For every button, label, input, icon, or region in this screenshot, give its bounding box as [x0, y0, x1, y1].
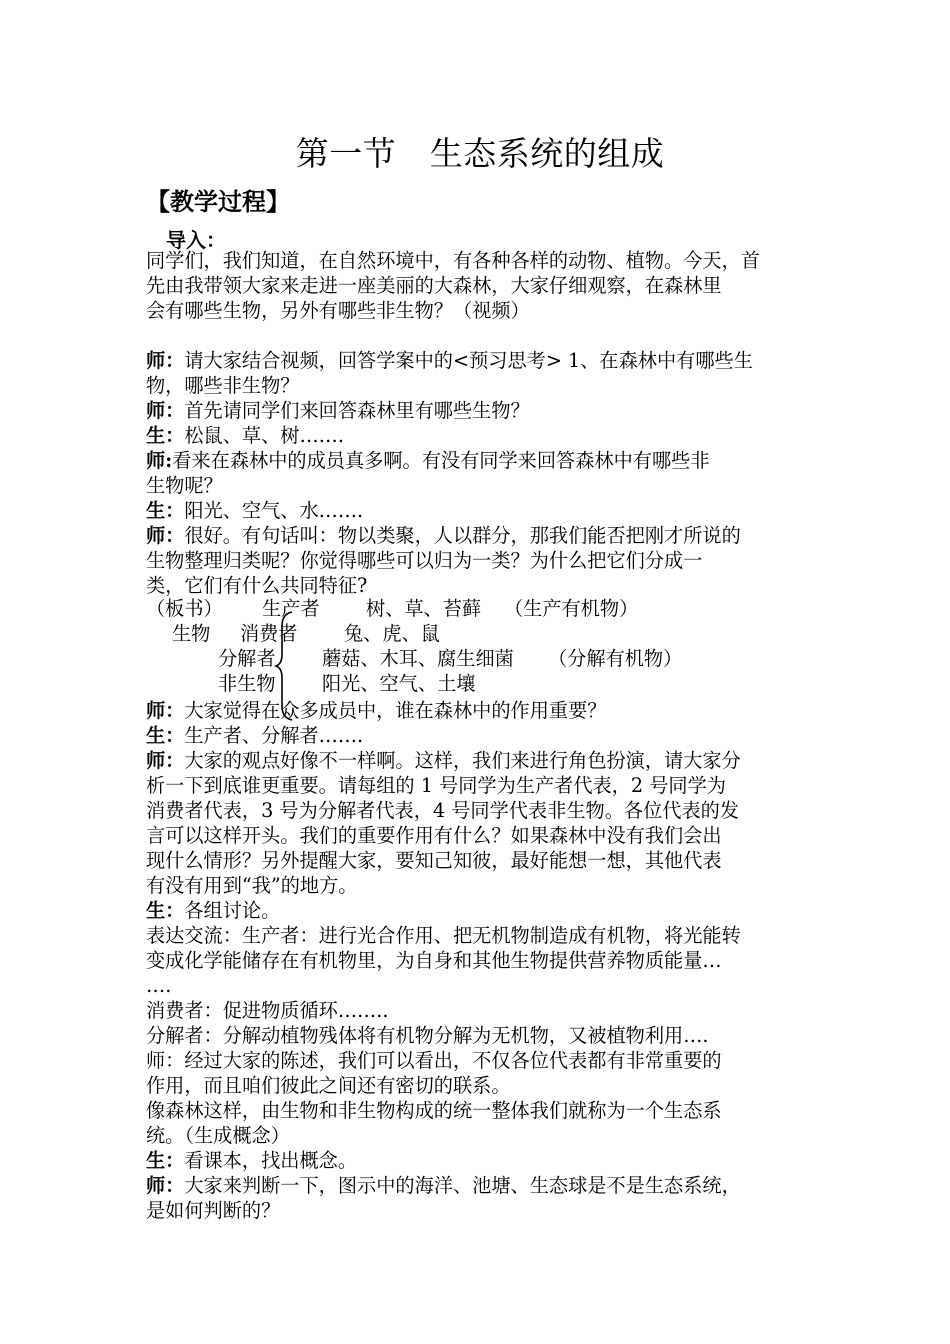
speaker-label: 生： — [146, 724, 185, 747]
dialogue-text: 很好。有句话叫：物以类聚，人以群分，那我们能否把刚才所说的 — [184, 524, 741, 547]
intro-label: 导入： — [166, 228, 226, 252]
dialogue-line: 师：经过大家的陈述，我们可以看出，不仅各位代表都有非常重要的 — [146, 1049, 722, 1072]
speaker-label: 生： — [146, 1149, 185, 1172]
dialogue-line — [146, 523, 810, 548]
board-role: 非生物 — [218, 672, 276, 695]
dialogue-block-2 — [146, 698, 810, 1223]
dialogue-line: 类，它们有什么共同特征? — [146, 574, 368, 597]
speaker-label: 师： — [146, 1174, 185, 1197]
board-items: 阳光、空气、土壤 — [322, 672, 476, 695]
dialogue-text: 大家来判断一下，图示中的海洋、池塘、生态球是不是生态系统， — [184, 1174, 741, 1197]
dialogue-text: 生产者、分解者……. — [184, 724, 364, 747]
dialogue-line — [146, 423, 810, 448]
speaker-label: 师: — [146, 449, 173, 472]
dialogue-line: 物，哪些非生物？ — [146, 374, 300, 397]
speaker-label: 生： — [146, 424, 185, 447]
board-group-label: 生物 — [172, 622, 211, 645]
blackboard-summary — [146, 596, 806, 700]
dialogue-line: 生物整理归类呢？你觉得哪些可以归为一类？为什么把它们分成一 — [146, 549, 703, 572]
dialogue-text: 大家的观点好像不一样啊。这样，我们来进行角色扮演，请大家分 — [184, 749, 741, 772]
dialogue-line — [146, 1148, 810, 1173]
dialogue-line: 现什么情形？另外提醒大家，要知己知彼，最好能想一想，其他代表 — [146, 849, 722, 872]
speaker-label: 师： — [146, 699, 185, 722]
intro-line: 先由我带领大家来走进一座美丽的大森林，大家仔细观察，在森林里 — [146, 274, 722, 297]
dialogue-text: 松鼠、草、树……. — [184, 424, 344, 447]
dialogue-line: 变成化学能储存在有机物里，为自身和其他生物提供营养物质能量… — [146, 949, 722, 972]
intro-paragraph — [146, 248, 810, 323]
dialogue-line — [146, 398, 810, 423]
board-items: 兔、虎、鼠 — [344, 622, 440, 645]
dialogue-text: 首先请同学们来回答森林里有哪些生物？ — [184, 399, 530, 422]
speaker-label: 生： — [146, 899, 185, 922]
dialogue-line — [146, 348, 810, 373]
dialogue-text: 各组讨论。 — [184, 899, 281, 922]
speaker-label: 师： — [146, 399, 185, 422]
dialogue-line — [146, 748, 810, 773]
speaker-label: 师： — [146, 524, 185, 547]
dialogue-line — [146, 723, 810, 748]
dialogue-line: 生物呢？ — [146, 474, 223, 497]
dialogue-line: 分解者：分解动植物残体将有机物分解为无机物，又被植物利用…. — [146, 1024, 709, 1047]
board-role: 分解者 — [218, 647, 276, 670]
dialogue-text: 阳光、空气、水……. — [184, 499, 364, 522]
dialogue-line: 像森林这样，由生物和非生物构成的统一整体我们就称为一个生态系 — [146, 1099, 722, 1122]
dialogue-line: 言可以这样开头。我们的重要作用有什么？如果森林中没有我们会出 — [146, 824, 722, 847]
dialogue-line: 作用，而且咱们彼此之间还有密切的联系。 — [146, 1074, 511, 1097]
speaker-label: 生： — [146, 499, 185, 522]
dialogue-line — [146, 498, 810, 523]
page-title: 第一节 生态系统的组成 — [295, 134, 665, 173]
dialogue-line — [146, 1173, 810, 1198]
board-label: （板书） — [146, 597, 223, 620]
board-items: 蘑菇、木耳、腐生细菌 — [322, 647, 514, 670]
intro-line: 同学们，我们知道，在自然环境中，有各种各样的动物、植物。今天，首 — [146, 249, 760, 272]
dialogue-line: 表达交流：生产者：进行光合作用、把无机物制造成有机物，将光能转 — [146, 924, 741, 947]
dialogue-text: 大家觉得在众多成员中，谁在森林中的作用重要？ — [184, 699, 607, 722]
dialogue-line: 消费者：促进物质循环…….. — [146, 999, 389, 1022]
dialogue-line — [146, 448, 810, 473]
speaker-label: 师： — [146, 349, 185, 372]
dialogue-line: 消费者代表，3 号为分解者代表，4 号同学代表非生物。各位代表的发 — [146, 799, 740, 822]
dialogue-text: 看来在森林中的成员真多啊。有没有同学来回答森林中有哪些非 — [172, 449, 710, 472]
dialogue-line: 有没有用到“我”的地方。 — [146, 874, 358, 897]
dialogue-text: 看课本，找出概念。 — [184, 1149, 358, 1172]
dialogue-line: 是如何判断的？ — [146, 1199, 281, 1222]
board-role: 消费者 — [240, 622, 298, 645]
board-items: 树、草、苔藓 — [366, 597, 482, 620]
dialogue-text: 请大家结合视频，回答学案中的<预习思考> 1、在森林中有哪些生 — [184, 349, 753, 372]
section-heading: 【教学过程】 — [146, 187, 290, 216]
board-role: 生产者 — [262, 597, 320, 620]
dialogue-line — [146, 698, 810, 723]
intro-line: 会有哪些生物，另外有哪些非生物？（视频） — [146, 299, 530, 322]
dialogue-block-1 — [146, 348, 810, 598]
dialogue-line — [146, 898, 810, 923]
dialogue-line: 析一下到底谁更重要。请每组的 1 号同学为生产者代表，2 号同学为 — [146, 774, 726, 797]
dialogue-line: 统。（生成概念） — [146, 1124, 290, 1147]
speaker-label: 师： — [146, 749, 185, 772]
dialogue-line: …. — [146, 974, 172, 997]
board-note: （分解有机物） — [548, 647, 683, 670]
board-note: （生产有机物） — [504, 597, 639, 620]
